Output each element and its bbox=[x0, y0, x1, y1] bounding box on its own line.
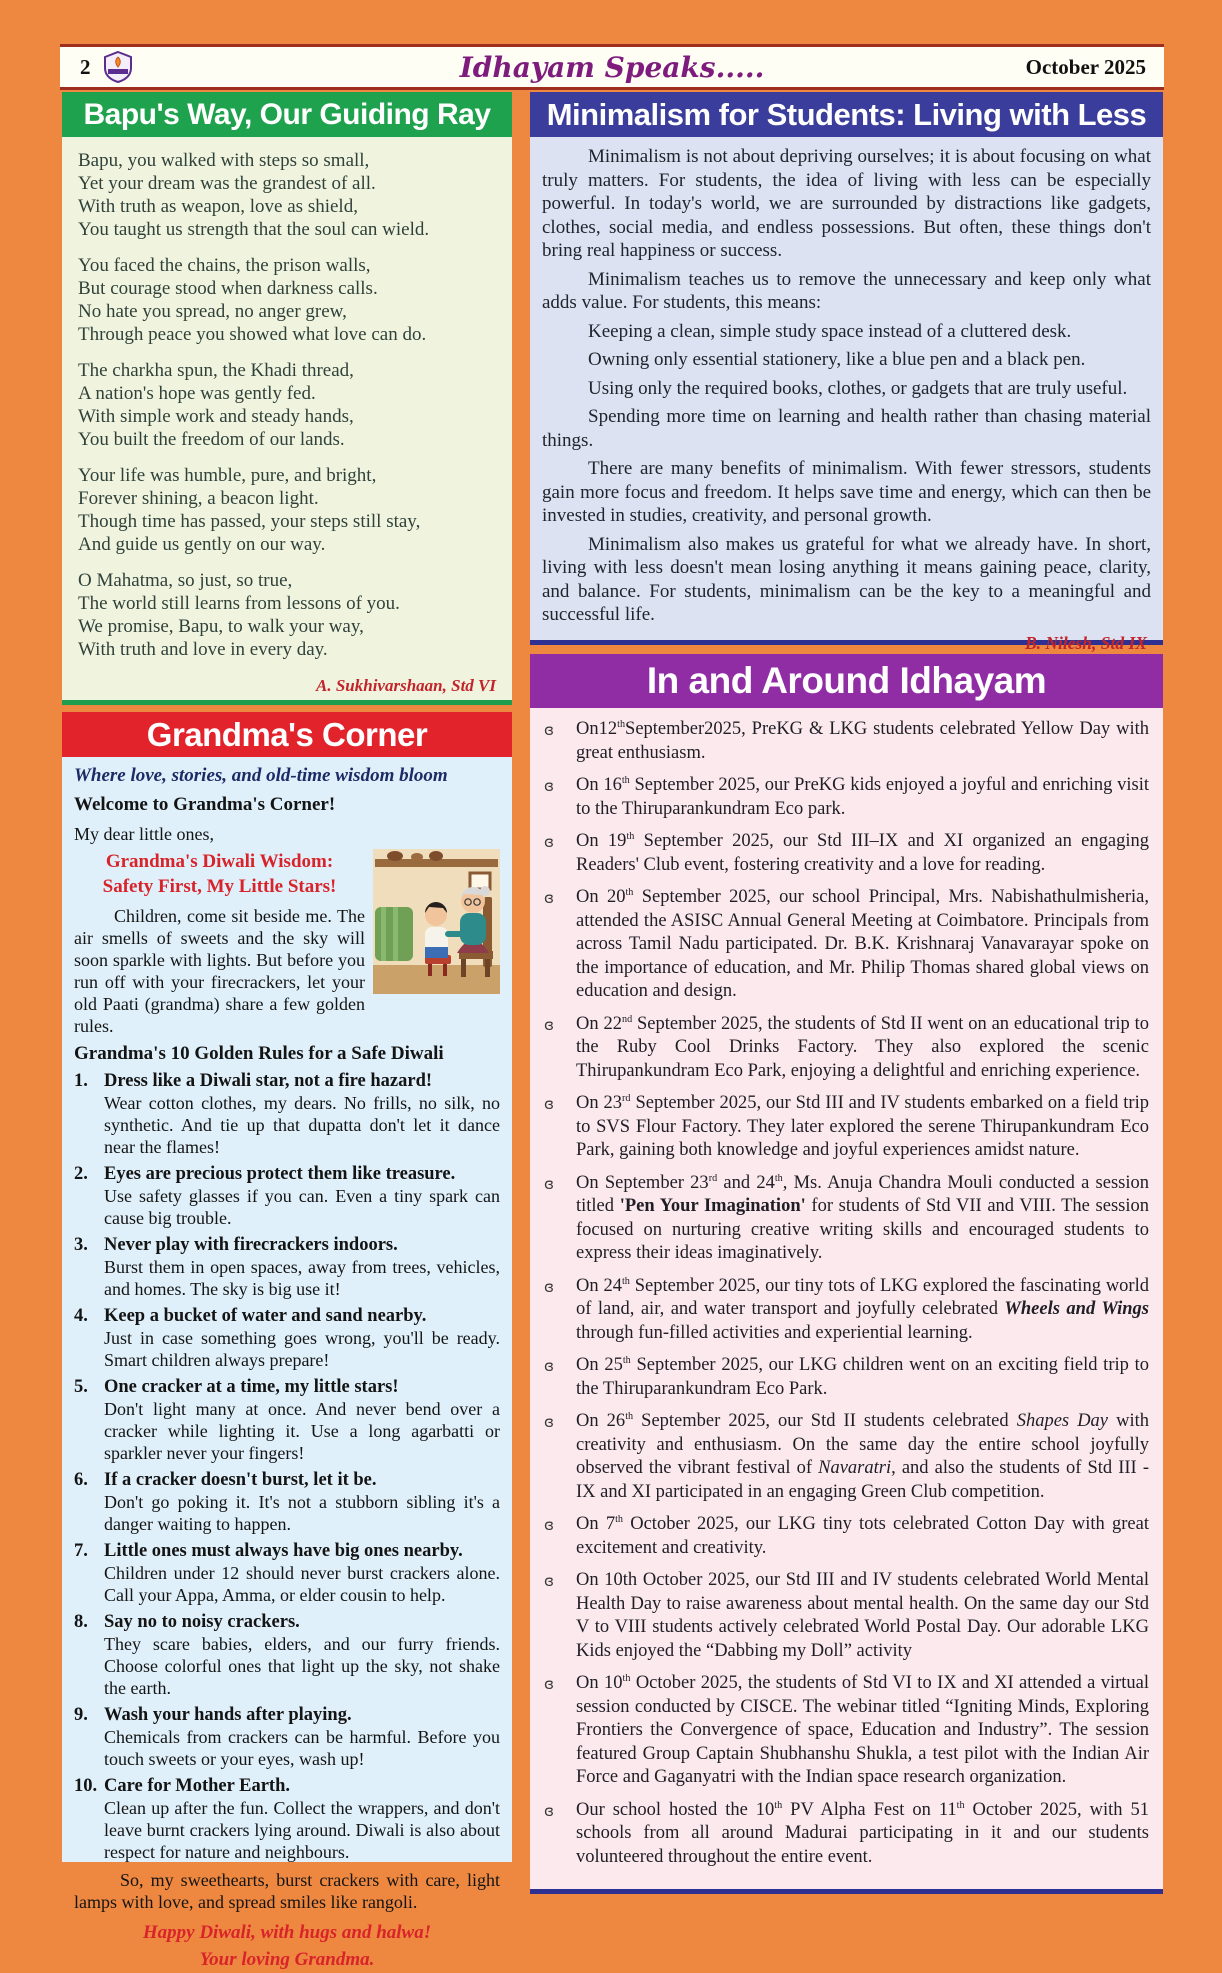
ornament-bullet-icon: ɞ bbox=[544, 1015, 554, 1034]
event-text: On 10th October 2025, our Std III and IV students celebrated World Mental Health Day to raise awareness about mental health. On the same day our Std V to VIII students actively celebrated World Postal Day. Our adorable LKG Kids enjoyed the “Dabbing my Doll” activity bbox=[576, 1570, 1149, 1661]
events-body bbox=[530, 708, 1163, 1889]
safety-rule bbox=[74, 1775, 500, 1863]
safety-rule bbox=[74, 1704, 500, 1770]
safety-rule bbox=[74, 1234, 500, 1300]
minimalism-section-title: Minimalism for Students: Living with Less bbox=[530, 92, 1163, 137]
rule-title: If a cracker doesn't burst, let it be. bbox=[104, 1470, 377, 1490]
rule-detail: Don't light many at once. And never bend over a cracker while lighting it. Use a long agarbatti or sparkler never your fingers! bbox=[104, 1399, 500, 1463]
grandma-salutation: My dear little ones, bbox=[74, 824, 214, 844]
event-text: On 20th September 2025, our school Principal, Mrs. Nabishathulmisheria, attended the ASISC Annual General Meeting at Coimbatore. Principals from across Tamil Nadu participated. Dr. B.K. Krishnaraj Vanavarayar spoke on the importance of education, and Mr. Philip Thomas shared global views on education and design. bbox=[576, 886, 1149, 1001]
rule-title: Wash your hands after playing. bbox=[104, 1705, 352, 1725]
grandma-section-title: Grandma's Corner bbox=[62, 712, 512, 757]
event-text: On 22nd September 2025, the students of Std II went on an educational trip to the Ruby Cool Drinks Factory. They also explored the scenic Thirupankundram Eco Park, enjoying a delightful and enriching experience. bbox=[576, 1013, 1149, 1081]
safety-rule bbox=[74, 1163, 500, 1229]
ornament-bullet-icon: ɞ bbox=[544, 889, 554, 907]
poem-stanza: Bapu, you walked with steps so small, Yet your dream was the grandest of all. With truth as weapon, love as shield, You taught us strength that the soul can wield. bbox=[78, 150, 430, 240]
grandma-rules-list bbox=[74, 1070, 500, 1863]
rule-detail: Burst them in open spaces, away from trees, vehicles, and homes. The sky is big use it! bbox=[104, 1257, 500, 1299]
rule-detail: Clean up after the fun. Collect the wrappers, and don't leave burnt crackers lying around. Diwali is also about respect for nature and neighbours. bbox=[104, 1798, 500, 1862]
minimalism-section bbox=[530, 92, 1163, 653]
rule-title: Dress like a Diwali star, not a fire hazard! bbox=[104, 1071, 433, 1091]
event-item bbox=[540, 1672, 1149, 1790]
poem-stanza: The charkha spun, the Khadi thread, A nation's hope was gently fed. With simple work and steady hands, You built the freedom of our lands. bbox=[78, 360, 354, 450]
event-item bbox=[540, 718, 1149, 765]
ornament-bullet-icon: ɞ bbox=[544, 777, 554, 795]
event-item bbox=[540, 1275, 1149, 1346]
rule-title: Never play with firecrackers indoors. bbox=[104, 1235, 398, 1255]
content-columns bbox=[62, 92, 1163, 1970]
event-text: Our school hosted the 10th PV Alpha Fest on 11th October 2025, with 51 schools from all around Madurai participating in it and our students volunteered throughout the entire event. bbox=[576, 1799, 1149, 1867]
article-paragraph: Owning only essential stationery, like a blue pen and a black pen. bbox=[588, 349, 1086, 370]
event-text: On 16th September 2025, our PreKG kids enjoyed a joyful and enriching visit to the Thiruparankundram Eco park. bbox=[576, 774, 1149, 819]
rule-detail: Just in case something goes wrong, you'll be ready. Smart children always prepare! bbox=[104, 1328, 500, 1370]
safety-rule bbox=[74, 1305, 500, 1371]
rule-title: Care for Mother Earth. bbox=[104, 1776, 290, 1796]
ornament-bullet-icon: ɞ bbox=[544, 1413, 554, 1431]
events-section-title: In and Around Idhayam bbox=[530, 654, 1163, 708]
ornament-bullet-icon: ɞ bbox=[544, 1174, 554, 1193]
grandma-tagline: Where love, stories, and old-time wisdom bloom bbox=[74, 765, 448, 786]
article-paragraph: Minimalism is not about depriving ourselves; it is about focusing on what truly matters. For students, the idea of living with less can be especially powerful. In today's world, we are surrounded by distractions like gadgets, clothes, social media, and endless possessions. But often, these things don't bring real happiness or success. bbox=[542, 146, 1151, 261]
event-text: On 19th September 2025, our Std III–IX and XI organized an engaging Readers' Club event, fostering creativity and a love for reading. bbox=[576, 830, 1149, 875]
event-text: On 7th October 2025, our LKG tiny tots celebrated Cotton Day with great excitement and creativity. bbox=[576, 1513, 1149, 1558]
rule-detail: Don't go poking it. It's not a stubborn sibling it's a danger waiting to happen. bbox=[104, 1492, 500, 1534]
rule-title: Little ones must always have big ones nearby. bbox=[104, 1541, 463, 1561]
ornament-bullet-icon: ɞ bbox=[544, 1277, 554, 1296]
rule-number: 2. bbox=[74, 1164, 88, 1184]
event-text: On September 23rd and 24th, Ms. Anuja Chandra Mouli conducted a session titled 'Pen Your Imagination' for students of Std VII and VIII. The session focused on nurturing creative writing skills and encouraged students to express their ideas imaginatively. bbox=[576, 1172, 1150, 1263]
masthead bbox=[60, 44, 1164, 90]
rule-detail: Chemicals from crackers can be harmful. Before you touch sweets or your eyes, wash up! bbox=[104, 1727, 500, 1769]
event-item bbox=[540, 1410, 1149, 1504]
rule-number: 10. bbox=[74, 1776, 98, 1796]
minimalism-body bbox=[530, 137, 1163, 653]
event-item bbox=[540, 1354, 1149, 1401]
page-number: 2 bbox=[80, 54, 91, 79]
safety-rule bbox=[74, 1376, 500, 1464]
minimalism-paragraphs bbox=[542, 145, 1151, 627]
ornament-bullet-icon: ɞ bbox=[544, 1801, 554, 1820]
rule-title: Keep a bucket of water and sand nearby. bbox=[104, 1306, 427, 1326]
grandma-intro: Children, come sit beside me. The air smells of sweets and the sky will soon sparkle with lights. But before you run off with your firecrackers, let your old Paati (grandma) share a few golden rules. bbox=[74, 906, 365, 1036]
safety-rule bbox=[74, 1611, 500, 1699]
rule-number: 6. bbox=[74, 1470, 88, 1490]
issue-date: October 2025 bbox=[1025, 54, 1146, 79]
masthead-title: Idhayam Speaks..... bbox=[459, 50, 765, 84]
rule-number: 8. bbox=[74, 1612, 88, 1632]
events-section bbox=[530, 654, 1163, 1894]
event-item bbox=[540, 830, 1149, 877]
poem-stanzas bbox=[78, 149, 502, 661]
rule-detail: Use safety glasses if you can. Even a tiny spark can cause big trouble. bbox=[104, 1186, 500, 1228]
grandma-rules-heading: Grandma's 10 Golden Rules for a Safe Diwali bbox=[74, 1043, 444, 1064]
event-text: On 23rd September 2025, our Std III and IV students embarked on a field trip to SVS Flour Factory. They later explored the serene Thirupankundram Eco Park, gaining both knowledge and joyful experiences amidst nature. bbox=[576, 1092, 1149, 1160]
safety-rule bbox=[74, 1070, 500, 1158]
rule-number: 5. bbox=[74, 1377, 88, 1397]
event-item bbox=[540, 774, 1149, 821]
poem-stanza: Your life was humble, pure, and bright, Forever shining, a beacon light. Though time has passed, your steps still stay, And guide us gently on our way. bbox=[78, 465, 421, 555]
rule-number: 3. bbox=[74, 1235, 88, 1255]
rule-detail: Children under 12 should never burst crackers alone. Call your Appa, Amma, or elder cousin to help. bbox=[104, 1563, 500, 1605]
rule-number: 7. bbox=[74, 1541, 88, 1561]
event-item bbox=[540, 1172, 1149, 1266]
event-text: On12thSeptember2025, PreKG & LKG students celebrated Yellow Day with great enthusiasm. bbox=[576, 718, 1149, 763]
event-item bbox=[540, 1569, 1149, 1663]
article-paragraph: Minimalism teaches us to remove the unnecessary and keep only what adds value. For students, this means: bbox=[542, 268, 1151, 313]
ornament-bullet-icon: ɞ bbox=[544, 1095, 554, 1113]
grandma-and-child-illustration bbox=[373, 849, 500, 994]
event-item bbox=[540, 1013, 1149, 1084]
rule-title: One cracker at a time, my little stars! bbox=[104, 1377, 399, 1397]
ornament-bullet-icon: ɞ bbox=[544, 1675, 554, 1693]
poem-stanza: O Mahatma, so just, so true, The world still learns from lessons of you. We promise, Bapu, to walk your way, With truth and love in every day. bbox=[78, 570, 400, 660]
rule-title: Eyes are precious protect them like treasure. bbox=[104, 1164, 456, 1184]
grandma-farewell: Happy Diwali, with hugs and halwa! Your loving Grandma. bbox=[142, 1922, 432, 1970]
poem-author: A. Sukhivarshaan, Std VI bbox=[316, 676, 496, 695]
event-text: On 26th September 2025, our Std II students celebrated Shapes Day with creativity and enthusiasm. On the same day the entire school joyfully observed the vibrant festival of Navaratri, and also the students of Std III - IX and XI participated in an engaging Green Club competition. bbox=[576, 1410, 1149, 1502]
minimalism-author: B. Nilesh, Std IX bbox=[1024, 632, 1147, 653]
event-item bbox=[540, 1799, 1149, 1870]
article-paragraph: Keeping a clean, simple study space instead of a cluttered desk. bbox=[588, 320, 1072, 342]
rule-detail: They scare babies, elders, and our furry friends. Choose colorful ones that light up the sky, not shake the earth. bbox=[104, 1634, 500, 1698]
rule-title: Say no to noisy crackers. bbox=[104, 1612, 300, 1632]
event-text: On 10th October 2025, the students of Std VI to IX and XI attended a virtual session conducted by CISCE. The webinar titled “Igniting Minds, Exploring Frontiers the Convergence of space, Education and Industry”. The session featured Group Captain Shubhanshu Shukla, a test pilot with the Indian Air Force and Gaganyatri with the Indian space research organization. bbox=[576, 1672, 1149, 1787]
rule-number: 9. bbox=[74, 1705, 88, 1725]
ornament-bullet-icon: ɞ bbox=[544, 833, 554, 851]
grandma-body bbox=[62, 757, 512, 1970]
ornament-bullet-icon: ɞ bbox=[544, 1516, 554, 1534]
bapu-poem-section bbox=[62, 92, 512, 705]
event-item bbox=[540, 1092, 1149, 1163]
grandma-corner-section bbox=[62, 712, 512, 1970]
rule-detail: Wear cotton clothes, my dears. No frills, no silk, no synthetic. And tie up that dupatta don't let it dance near the flames! bbox=[104, 1093, 500, 1157]
safety-rule bbox=[74, 1469, 500, 1535]
right-column bbox=[530, 92, 1163, 1894]
grandma-wisdom-title: Grandma's Diwali Wisdom: Safety First, My Little Stars! bbox=[102, 851, 337, 897]
ornament-bullet-icon: ɞ bbox=[544, 1572, 554, 1590]
safety-rule bbox=[74, 1540, 500, 1606]
poem-stanza: You faced the chains, the prison walls, But courage stood when darkness calls. No hate you spread, no anger grew, Through peace you showed what love can do. bbox=[78, 255, 427, 345]
poem-body bbox=[62, 137, 512, 700]
events-list bbox=[540, 718, 1149, 1869]
event-item bbox=[540, 886, 1149, 1004]
article-paragraph: There are many benefits of minimalism. With fewer stressors, students gain more focus and freedom. It helps save time and energy, which can then be invested in studies, creativity, and personal growth. bbox=[542, 458, 1151, 526]
article-paragraph: Using only the required books, clothes, or gadgets that are truly useful. bbox=[588, 377, 1128, 399]
event-text: On 25th September 2025, our LKG children went on an exciting field trip to the Thiruparankundram Eco Park. bbox=[576, 1354, 1149, 1399]
article-paragraph: Spending more time on learning and health rather than chasing material things. bbox=[542, 406, 1151, 451]
grandma-welcome: Welcome to Grandma's Corner! bbox=[74, 794, 336, 815]
article-paragraph: Minimalism also makes us grateful for what we already have. In short, living with less doesn't mean losing anything it means gaining peace, clarity, and balance. For students, minimalism can be the key to a meaningful and successful life. bbox=[542, 533, 1151, 625]
event-item bbox=[540, 1513, 1149, 1560]
rule-number: 1. bbox=[74, 1071, 88, 1091]
ornament-bullet-icon: ɞ bbox=[544, 1357, 554, 1375]
ornament-bullet-icon: ɞ bbox=[544, 721, 554, 739]
grandma-closing: So, my sweethearts, burst crackers with care, light lamps with love, and spread smiles like rangoli. bbox=[74, 1870, 500, 1912]
bapu-section-title: Bapu's Way, Our Guiding Ray bbox=[62, 92, 512, 137]
rule-number: 4. bbox=[74, 1306, 88, 1326]
left-column bbox=[62, 92, 512, 1970]
event-text: On 24th September 2025, our tiny tots of LKG explored the fascinating world of land, air, and water transport and joyfully celebrated Wheels and Wings through fun-filled activities and experiential learning. bbox=[576, 1275, 1149, 1343]
